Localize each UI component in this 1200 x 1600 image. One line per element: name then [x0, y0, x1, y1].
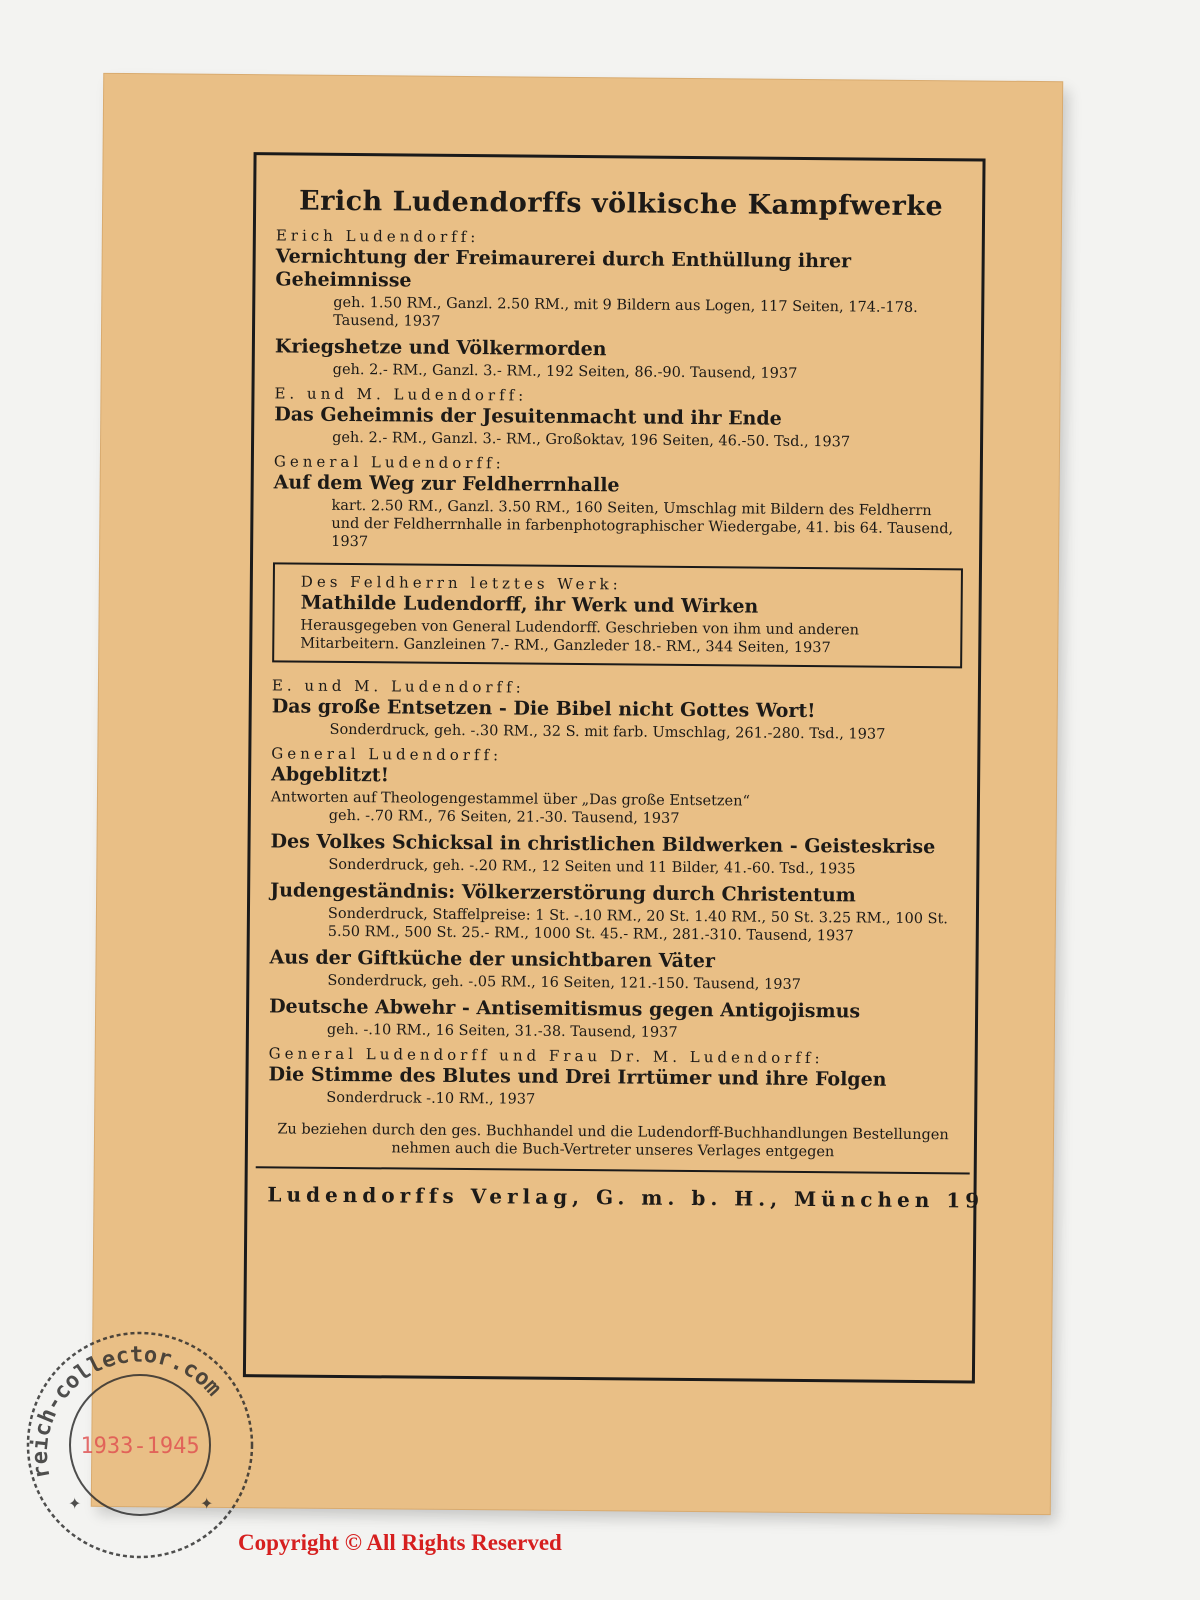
entry-author: General Ludendorff und Frau Dr. M. Ludendorff: — [268, 1044, 824, 1068]
book-entry — [269, 946, 959, 995]
advertisement-frame — [243, 152, 986, 1383]
entry-author: General Ludendorff: — [273, 452, 505, 473]
collector-stamp-watermark — [22, 1327, 258, 1563]
entry-details: geh. 2.- RM., Ganzl. 3.- RM., 192 Seiten, 86.-90. Tausend, 1937 — [332, 361, 798, 382]
entry-details: geh. -.10 RM., 16 Seiten, 31.-38. Tausend, 1937 — [326, 1021, 678, 1041]
entry-details: geh. 1.50 RM., Ganzl. 2.50 RM., mit 9 Bildern aus Logen, 117 Seiten, 174.-178. Tausend, 1937 — [333, 294, 918, 330]
entry-title: Kriegshetze und Völkermorden — [274, 335, 607, 361]
entry-details: geh. 2.- RM., Ganzl. 3.- RM., Großoktav, 196 Seiten, 46.-50. Tsd., 1937 — [332, 429, 851, 451]
featured-label: Des Feldherrn letztes Werk: — [300, 572, 622, 594]
entry-title: Des Volkes Schicksal in christlichen Bildwerken - Geisteskrise — [270, 830, 936, 859]
booklet-back-cover — [92, 74, 1062, 1514]
entry-details: Sonderdruck, geh. -.05 RM., 16 Seiten, 121.-150. Tausend, 1937 — [327, 972, 802, 993]
featured-details: Herausgegeben von General Ludendorff. Geschrieben von ihm und anderen Mitarbeitern. Ganzleinen 7.- RM., Ganzleder 18.- RM., 344 Seiten, 1937 — [300, 617, 860, 657]
book-entry — [271, 744, 962, 830]
entry-title: Judengeständnis: Völkerzerstörung durch Christentum — [270, 879, 856, 907]
publisher-line: Ludendorffs Verlag, G. m. b. H., München 19 — [267, 1182, 985, 1213]
entry-title: Auf dem Weg zur Feldherrnhalle — [273, 471, 620, 497]
star-icon: ✦ — [68, 1494, 82, 1513]
entry-author: General Ludendorff: — [271, 744, 503, 765]
entry-details: Sonderdruck, geh. -.30 RM., 32 S. mit farb. Umschlag, 261.-280. Tsd., 1937 — [329, 721, 886, 743]
advertisement-content — [267, 185, 985, 1213]
entry-title: Das große Entsetzen - Die Bibel nicht Gottes Wort! — [271, 695, 816, 723]
entry-details: Sonderdruck -.10 RM., 1937 — [326, 1089, 536, 1108]
stamp-years-text: 1933-1945 — [80, 1434, 200, 1459]
book-entry — [268, 1044, 959, 1112]
featured-title: Mathilde Ludendorff, ihr Werk und Wirken — [300, 591, 759, 618]
entry-details: Sonderdruck, Staffelpreise: 1 St. -.10 RM., 20 St. 1.40 RM., 50 St. 3.25 RM., 100 St. 5.50 RM., 500 St. 25.- RM., 1000 St. 45.- RM., 281.-310. Tausend, 1937 — [327, 905, 949, 945]
entry-title: Vernichtung der Freimaurerei durch Enthüllung ihrer Geheimnisse — [275, 245, 852, 292]
copyright-notice: Copyright © All Rights Reserved — [238, 1530, 562, 1555]
entry-title: Aus der Giftküche der unsichtbaren Väter — [269, 946, 715, 973]
book-entry — [274, 384, 965, 452]
entry-author: E. und M. Ludendorff: — [274, 384, 528, 405]
entry-subtitle: Antworten auf Theologengestammel über „Das große Entsetzen“ — [270, 789, 750, 810]
entry-title: Deutsche Abwehr - Antisemitismus gegen Antigojismus — [269, 995, 861, 1023]
star-icon: ✦ — [200, 1494, 214, 1513]
entry-details: kart. 2.50 RM., Ganzl. 3.50 RM., 160 Seiten, Umschlag mit Bildern des Feldherrn und der Feldherrnhalle in farbenphotographischer Wiedergabe, 41. bis 64. Tausend, 1937 — [331, 497, 954, 551]
book-entry — [270, 879, 961, 946]
page-title: Erich Ludendorffs völkische Kampfwerke — [298, 185, 944, 223]
stamp-site-text: reich-collector.com — [27, 1342, 227, 1481]
entry-details: Sonderdruck, geh. -.20 RM., 12 Seiten und 11 Bilder, 41.-60. Tsd., 1935 — [328, 856, 856, 878]
entry-title: Die Stimme des Blutes und Drei Irrtümer und ihre Folgen — [268, 1063, 887, 1091]
entry-author: E. und M. Ludendorff: — [271, 676, 525, 697]
book-entry — [273, 452, 964, 556]
book-entry — [275, 226, 966, 335]
entry-title: Das Geheimnis der Jesuitenmacht und ihr Ende — [274, 403, 782, 430]
ordering-note: Zu beziehen durch den ges. Buchhandel und die Ludendorff-Buchhandlungen Bestellungen nehmen auch die Buch-Vertreter unseres Verlages entgegen — [277, 1121, 949, 1161]
book-entry — [271, 676, 962, 744]
entry-author: Erich Ludendorff: — [275, 226, 480, 247]
featured-book-box — [272, 562, 963, 668]
divider — [256, 1166, 970, 1174]
book-entry — [270, 830, 960, 879]
entry-details: geh. -.70 RM., 76 Seiten, 21.-30. Tausend, 1937 — [328, 807, 680, 827]
book-entry — [275, 335, 965, 384]
svg-text:reich-collector.com — [28, 1343, 226, 1481]
book-entry — [269, 995, 959, 1044]
entry-title: Abgeblitzt! — [271, 763, 390, 787]
